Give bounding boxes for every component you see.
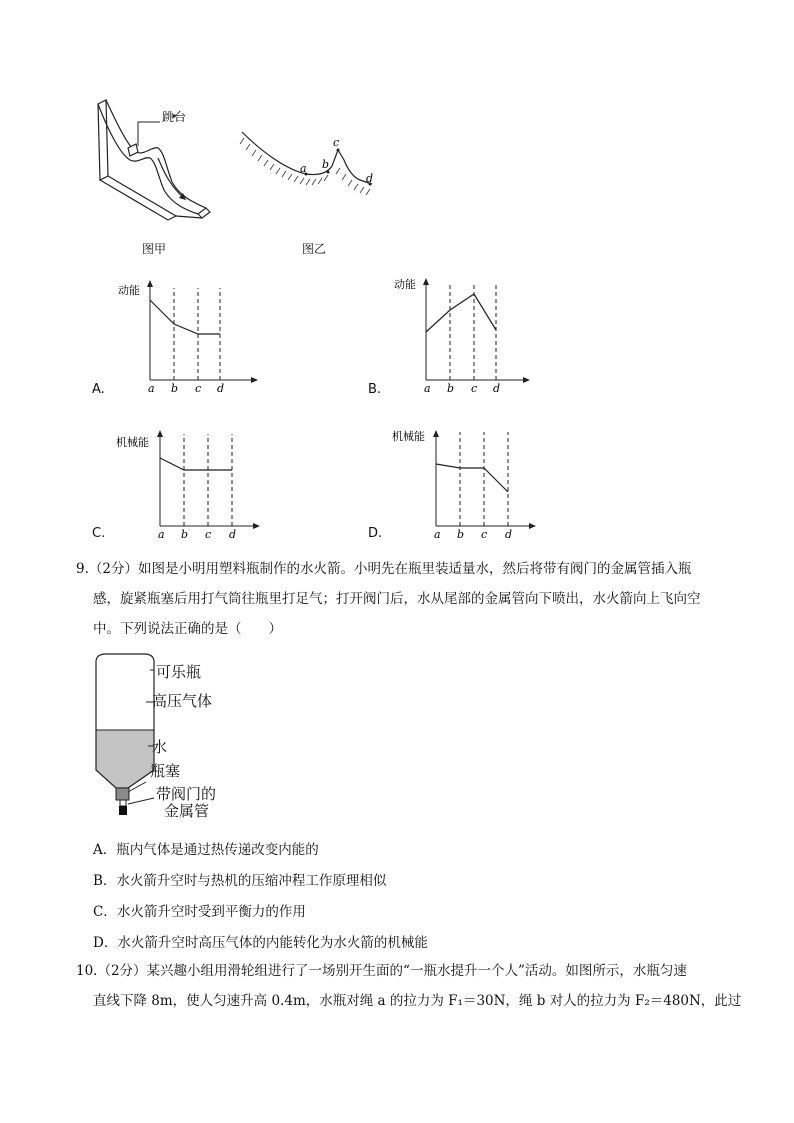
svg-text:d: d bbox=[493, 382, 501, 395]
svg-text:b: b bbox=[171, 382, 179, 395]
svg-text:a: a bbox=[148, 382, 155, 395]
svg-text:b: b bbox=[181, 528, 189, 541]
q9-option-a: A．瓶内气体是通过热传递改变内能的 bbox=[93, 842, 319, 858]
option-a-letter: A. bbox=[92, 382, 105, 397]
point-c: c bbox=[333, 136, 340, 149]
figure-jia-caption: 图甲 bbox=[142, 242, 167, 256]
svg-text:d: d bbox=[217, 382, 225, 395]
track-drawing bbox=[236, 126, 386, 206]
svg-text:c: c bbox=[481, 528, 488, 541]
q10-line2: 直线下降 8m，使人匀速升高 0.4m，水瓶对绳 a 的拉力为 F₁＝30N，绳 b 对人的拉力为 F₂＝480N，此过 bbox=[93, 993, 742, 1009]
ski-jump-drawing bbox=[88, 96, 218, 226]
figure-jia bbox=[88, 96, 218, 226]
q9-option-b: B．水火箭升空时与热机的压缩冲程工作原理相似 bbox=[93, 873, 387, 889]
svg-text:a: a bbox=[434, 528, 441, 541]
figure-yi bbox=[236, 126, 386, 206]
svg-text:a: a bbox=[158, 528, 165, 541]
graph-b-ylabel: 动能 bbox=[394, 278, 416, 291]
graph-c bbox=[116, 428, 266, 546]
svg-text:b: b bbox=[457, 528, 465, 541]
svg-text:c: c bbox=[205, 528, 212, 541]
point-d: d bbox=[366, 172, 374, 185]
svg-text:a: a bbox=[424, 382, 431, 395]
label-bottle: 可乐瓶 bbox=[156, 663, 202, 681]
label-water: 水 bbox=[152, 738, 168, 756]
q9-line3: 中。下列说法正确的是（ ） bbox=[93, 621, 282, 637]
graph-d-ylabel: 机械能 bbox=[392, 430, 425, 443]
option-c-letter: C. bbox=[92, 526, 106, 541]
option-b-letter: B. bbox=[368, 382, 382, 397]
jump-platform-label: 跳台 bbox=[162, 110, 187, 124]
svg-text:d: d bbox=[505, 528, 513, 541]
graph-c-ylabel: 机械能 bbox=[116, 436, 149, 449]
graph-b bbox=[388, 272, 538, 398]
q9-option-c: C．水火箭升空时受到平衡力的作用 bbox=[93, 904, 306, 920]
svg-text:b: b bbox=[447, 382, 455, 395]
q9-line2: 感，旋紧瓶塞后用打气筒往瓶里打足气；打开阀门后，水从尾部的金属管向下喷出，水火箭向上飞向空 bbox=[93, 591, 701, 607]
q10-line1: 10.（2分）某兴趣小组用滑轮组进行了一场别开生面的“一瓶水提升一个人”活动。如图所示，水瓶匀速 bbox=[76, 963, 687, 979]
point-b: b bbox=[322, 158, 330, 171]
q9-line1: 9.（2分）如图是小明用塑料瓶制作的水火箭。小明先在瓶里装适量水，然后将带有阀门的金属管插入瓶 bbox=[76, 561, 692, 577]
option-d-letter: D. bbox=[368, 526, 383, 541]
graph-a bbox=[112, 278, 262, 398]
svg-text:d: d bbox=[229, 528, 237, 541]
point-a: a bbox=[300, 162, 307, 175]
figure-yi-caption: 图乙 bbox=[302, 242, 327, 256]
q9-option-d: D．水火箭升空时高压气体的内能转化为水火箭的机械能 bbox=[93, 935, 428, 951]
label-gas: 高压气体 bbox=[152, 692, 213, 710]
label-stopper: 瓶塞 bbox=[150, 762, 181, 780]
graph-d bbox=[392, 424, 542, 546]
label-valve-line1: 带阀门的 bbox=[156, 785, 217, 803]
svg-text:c: c bbox=[471, 382, 478, 395]
graph-a-ylabel: 动能 bbox=[118, 284, 140, 297]
label-valve-line2: 金属管 bbox=[164, 802, 210, 820]
svg-text:c: c bbox=[195, 382, 202, 395]
